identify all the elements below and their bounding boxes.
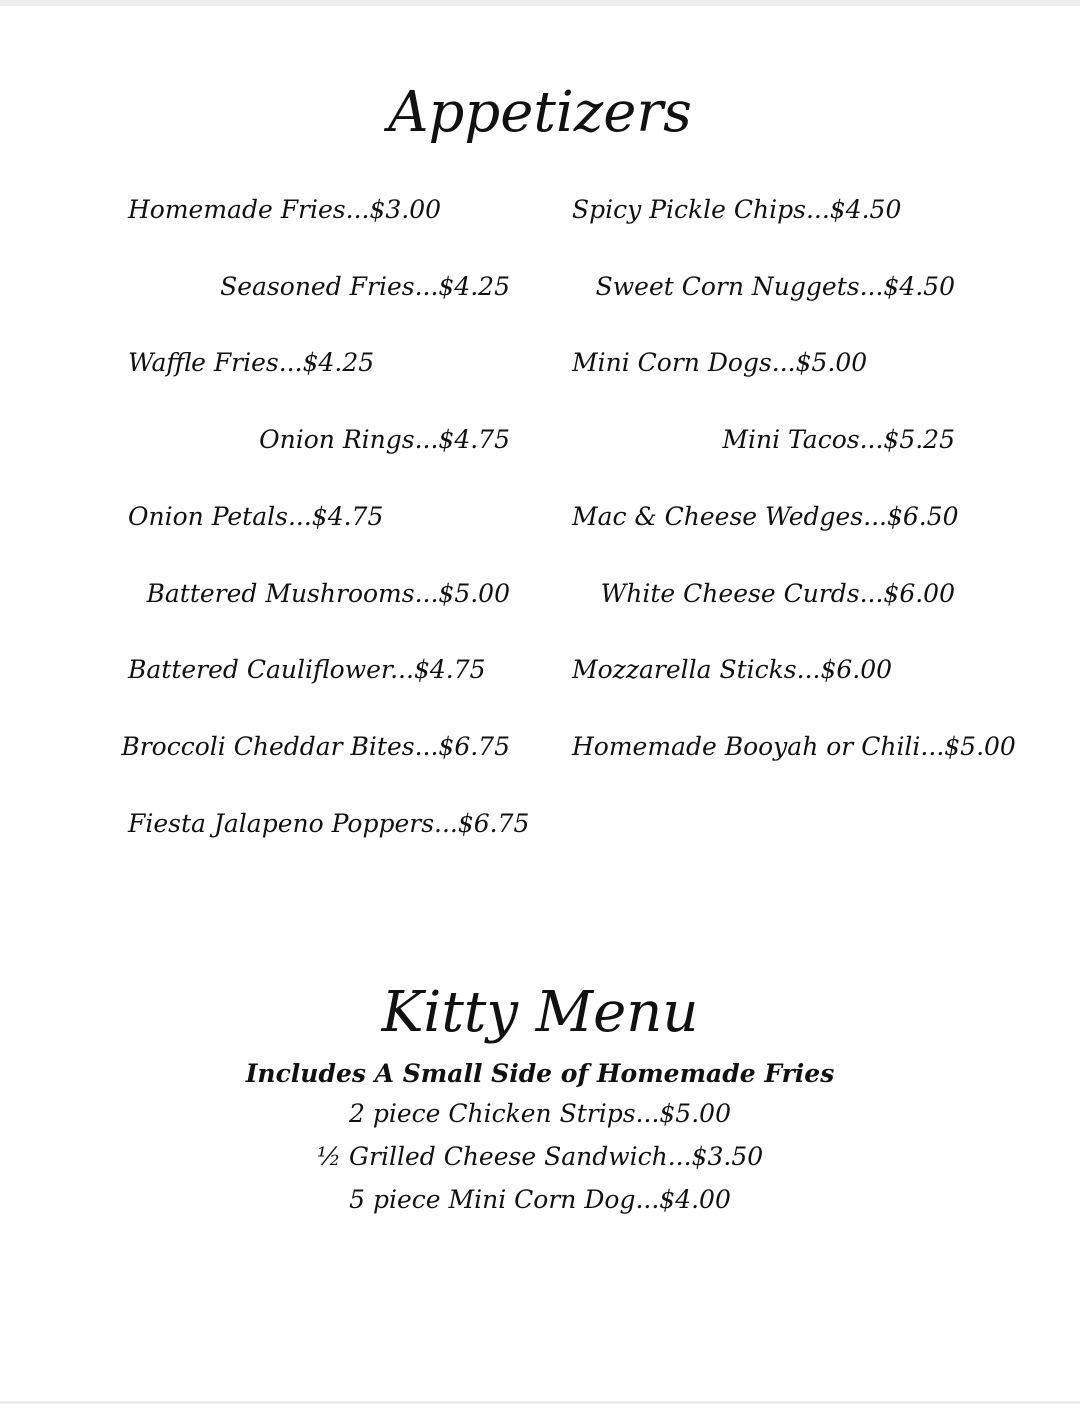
menu-item: Homemade Fries...$3.00 bbox=[128, 195, 442, 224]
menu-item: Mozzarella Sticks...$6.00 bbox=[572, 655, 893, 684]
menu-item: Mini Corn Dogs...$5.00 bbox=[572, 348, 868, 377]
menu-item: Battered Cauliflower...$4.75 bbox=[128, 655, 486, 684]
menu-item: Onion Petals...$4.75 bbox=[128, 502, 384, 531]
appetizers-title: Appetizers bbox=[388, 80, 692, 145]
menu-item: Fiesta Jalapeno Poppers...$6.75 bbox=[128, 809, 530, 838]
menu-item: Onion Rings...$4.75 bbox=[259, 425, 510, 454]
menu-item: Homemade Booyah or Chili...$5.00 bbox=[572, 732, 1016, 761]
kitty-menu-item: ½ Grilled Cheese Sandwich...$3.50 bbox=[316, 1142, 764, 1171]
menu-item: Seasoned Fries...$4.25 bbox=[220, 272, 510, 301]
menu-item: Sweet Corn Nuggets...$4.50 bbox=[595, 272, 955, 301]
top-edge-strip bbox=[0, 0, 1080, 6]
menu-item: Mini Tacos...$5.25 bbox=[722, 425, 955, 454]
kitty-menu-subtitle: Includes A Small Side of Homemade Fries bbox=[245, 1059, 835, 1088]
menu-item: Spicy Pickle Chips...$4.50 bbox=[572, 195, 902, 224]
menu-item: Mac & Cheese Wedges...$6.50 bbox=[572, 502, 959, 531]
kitty-menu-item: 5 piece Mini Corn Dog...$4.00 bbox=[349, 1185, 731, 1214]
menu-item: White Cheese Curds...$6.00 bbox=[600, 579, 955, 608]
menu-item: Broccoli Cheddar Bites...$6.75 bbox=[121, 732, 510, 761]
menu-item: Waffle Fries...$4.25 bbox=[128, 348, 375, 377]
menu-item: Battered Mushrooms...$5.00 bbox=[146, 579, 510, 608]
kitty-menu-item: 2 piece Chicken Strips...$5.00 bbox=[349, 1099, 731, 1128]
kitty-menu-title: Kitty Menu bbox=[381, 980, 699, 1045]
